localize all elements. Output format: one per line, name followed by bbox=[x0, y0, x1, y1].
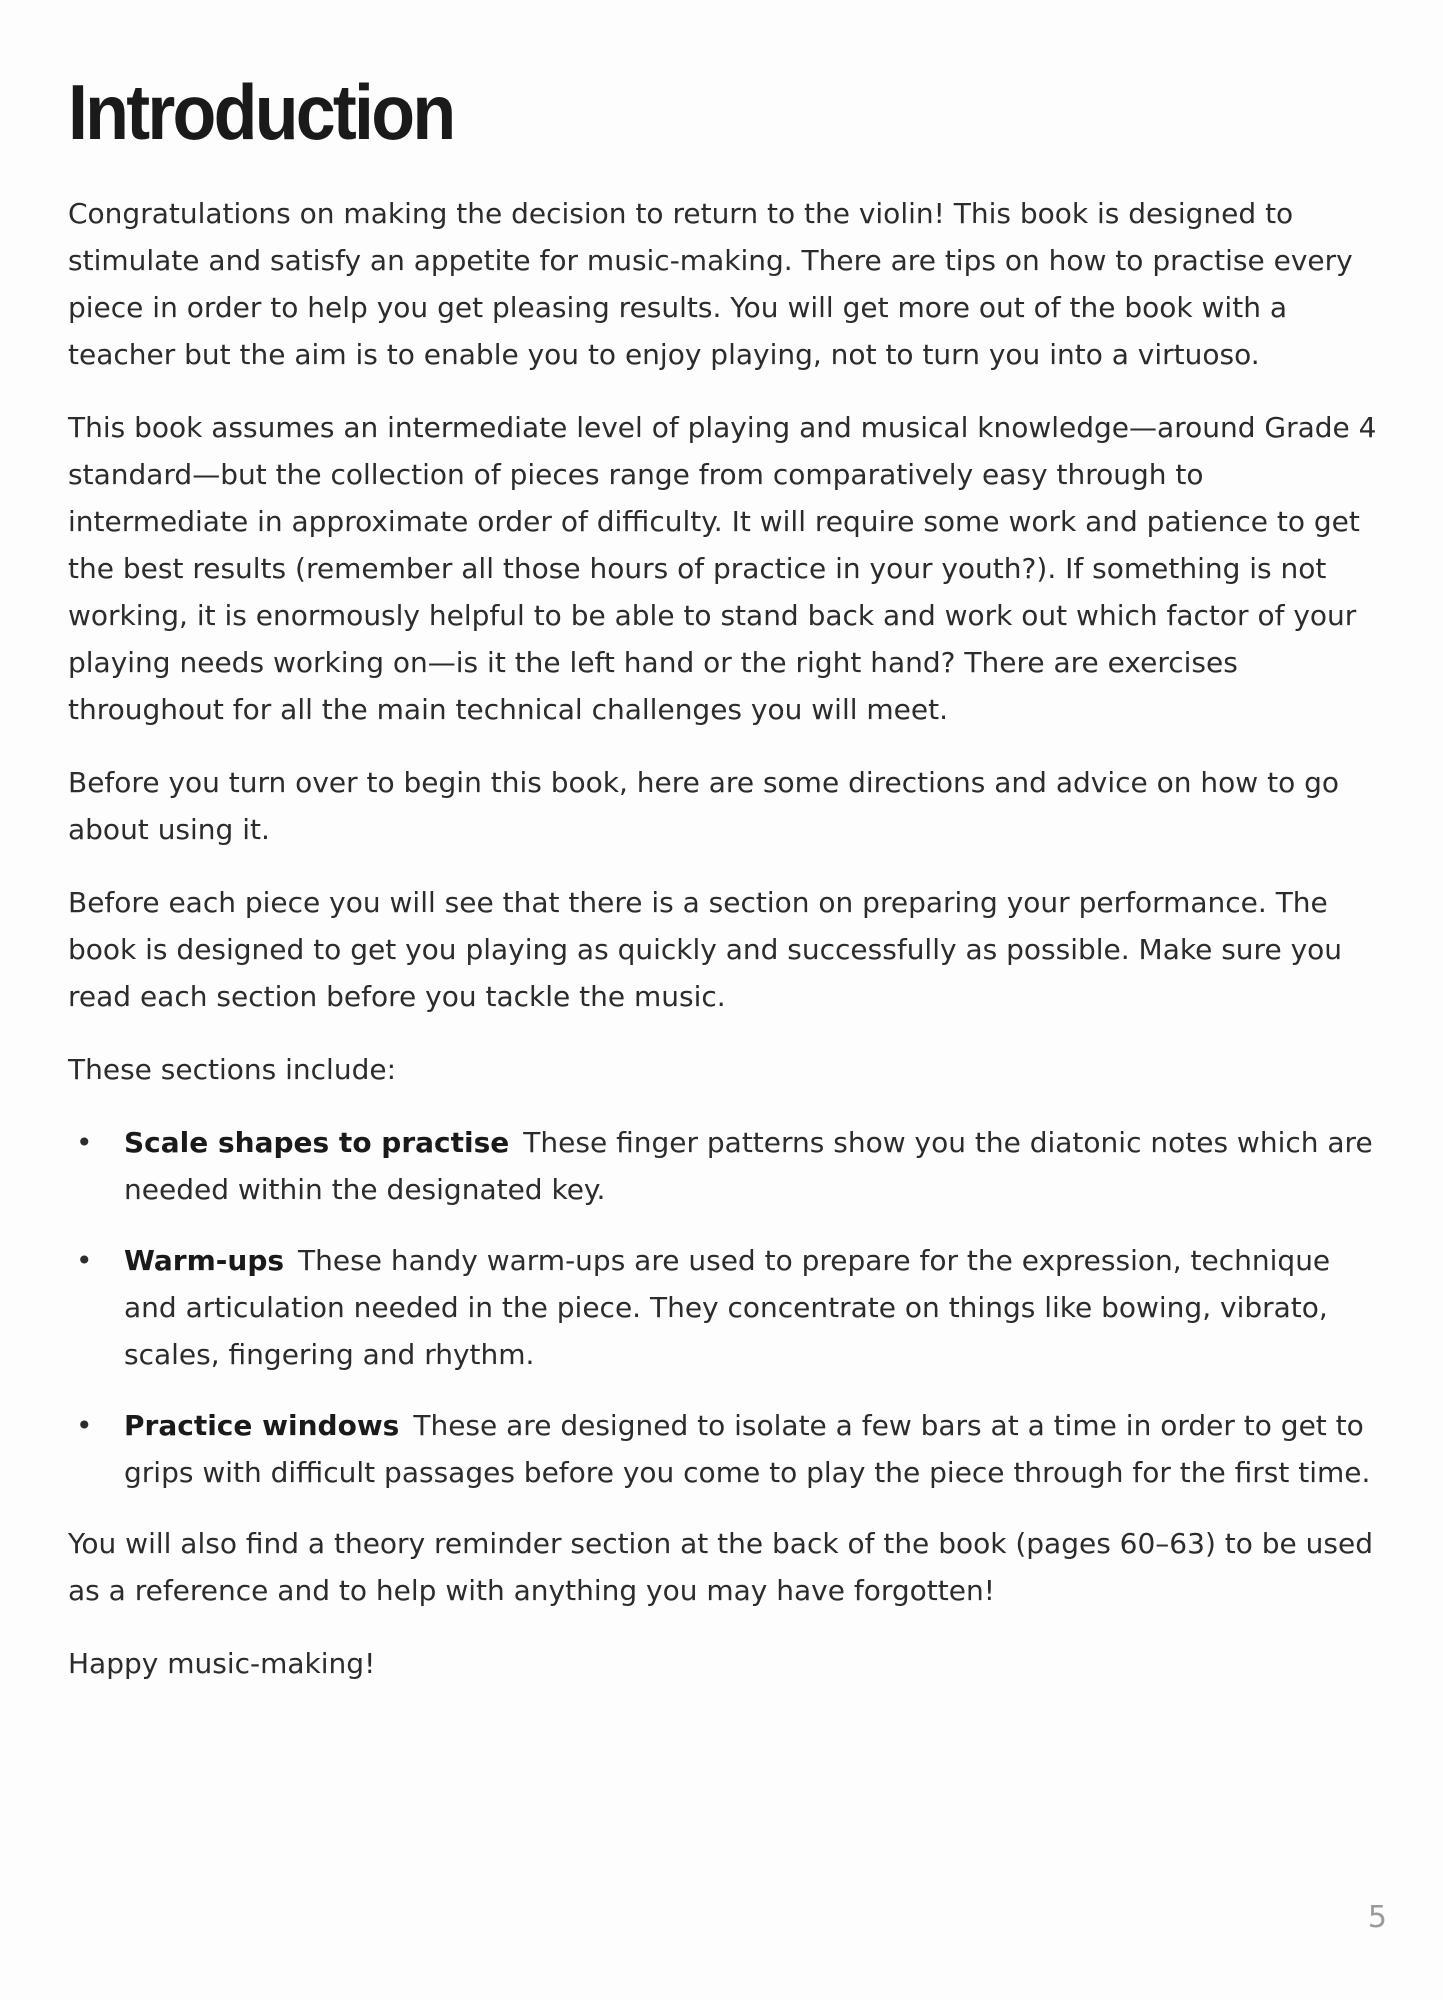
bullet-icon: • bbox=[76, 1126, 93, 1159]
body-text bbox=[68, 190, 1388, 1713]
section-description: These finger patterns show you the diatonic notes which are needed within the designated key. bbox=[124, 1126, 1373, 1206]
page-number: 5 bbox=[1367, 1900, 1387, 1935]
section-description: These handy warm-ups are used to prepare for the expression, technique and articulation needed in the piece. They concentrate on things like bowing, vibrato, scales, fingering and rhythm. bbox=[124, 1244, 1331, 1371]
paragraph: Congratulations on making the decision to return to the violin! This book is designed to stimulate and satisfy an appetite for music-making. There are tips on how to practise every piece in order to help you get pleasing results. You will get more out of the book with a teacher but the aim is to enable you to enjoy playing, not to turn you into a virtuoso. bbox=[68, 197, 1353, 371]
section-term: Practice windows bbox=[124, 1409, 400, 1442]
page-title: Introduction bbox=[68, 68, 454, 156]
paragraph: Before each piece you will see that there is a section on preparing your performance. The book is designed to get you playing as quickly and successfully as possible. Make sure you read each section before you tackle the music. bbox=[68, 886, 1343, 1013]
bullet-icon: • bbox=[76, 1244, 93, 1277]
list-item bbox=[68, 1119, 1388, 1213]
sections-list bbox=[68, 1119, 1388, 1496]
section-description: These are designed to isolate a few bars at a time in order to get to grips with difficult passages before you come to play the piece through for the first time. bbox=[124, 1409, 1371, 1489]
list-item bbox=[68, 1402, 1388, 1496]
paragraph: You will also find a theory reminder section at the back of the book (pages 60–63) to be used as a reference and to help with anything you may have forgotten! bbox=[68, 1527, 1374, 1607]
paragraph: Happy music-making! bbox=[68, 1647, 376, 1680]
paragraph: This book assumes an intermediate level of playing and musical knowledge—around Grade 4 standard—but the collection of pieces range from comparatively easy through to intermediate in approximate order of difficulty. It will require some work and patience to get the best results (remember all those hours of practice in your youth?). If something is not working, it is enormously helpful to be able to stand back and work out which factor of your playing needs working on—is it the left hand or the right hand? There are exercises throughout for all the main technical challenges you will meet. bbox=[68, 411, 1377, 726]
section-term: Scale shapes to practise bbox=[124, 1126, 510, 1159]
paragraph: Before you turn over to begin this book, here are some directions and advice on how to go about using it. bbox=[68, 766, 1340, 846]
section-term: Warm-ups bbox=[124, 1244, 285, 1277]
list-item bbox=[68, 1237, 1388, 1378]
bullet-icon: • bbox=[76, 1409, 93, 1442]
paragraph: These sections include: bbox=[68, 1053, 397, 1086]
